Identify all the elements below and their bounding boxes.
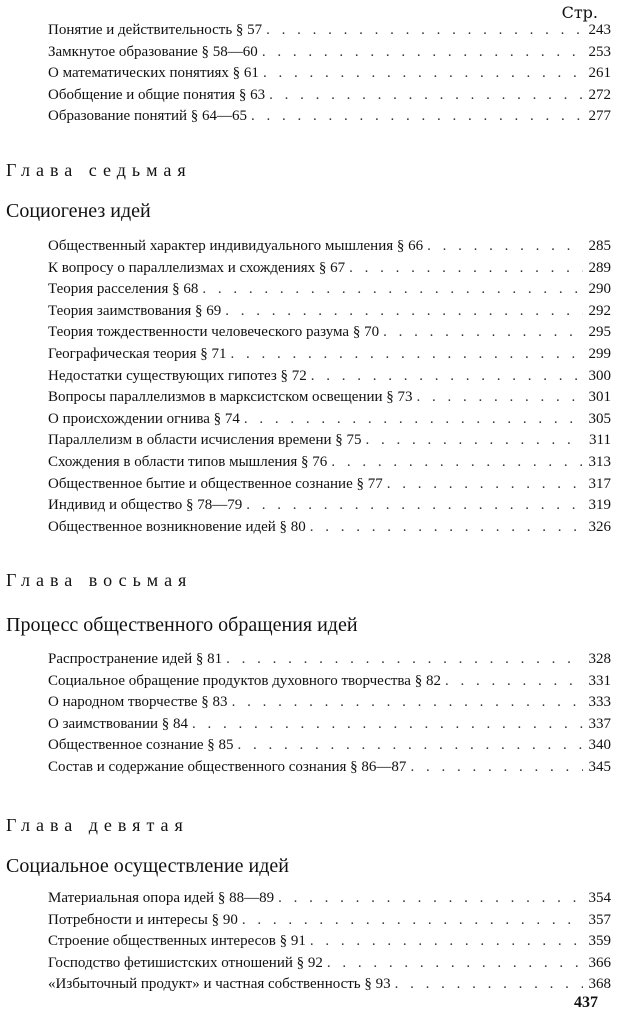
page-number: 437 xyxy=(574,994,598,1011)
entry-title: Замкнутое образование § 58—60 xyxy=(48,43,258,60)
entry-page: 299 xyxy=(588,345,611,362)
entry-title: Общественное сознание § 85 xyxy=(48,737,234,754)
toc-entry[interactable] xyxy=(48,44,611,66)
entry-page: 328 xyxy=(588,651,611,667)
entry-title: Географическая теория § 71 xyxy=(48,345,227,362)
toc-entry[interactable] xyxy=(48,497,611,519)
entry-page: 331 xyxy=(588,672,611,689)
toc-entry[interactable] xyxy=(48,65,611,87)
entry-page: 300 xyxy=(588,367,611,384)
toc-entry[interactable] xyxy=(48,716,611,738)
entry-page: 290 xyxy=(588,281,611,298)
chapter-entries xyxy=(48,890,611,998)
dot-leader xyxy=(383,324,583,341)
chapter-entries xyxy=(48,238,611,540)
entry-page: 368 xyxy=(588,976,611,993)
dot-leader xyxy=(232,694,583,711)
toc-entry[interactable] xyxy=(48,260,611,282)
toc-entry[interactable] xyxy=(48,87,611,109)
entry-page: 326 xyxy=(588,518,611,535)
dot-leader xyxy=(192,716,583,733)
toc-entry[interactable] xyxy=(48,694,611,716)
entry-title: О народном творчестве § 83 xyxy=(48,694,228,711)
toc-entry[interactable] xyxy=(48,454,611,476)
dot-leader xyxy=(327,955,583,972)
entry-page: 311 xyxy=(589,432,611,449)
dot-leader xyxy=(427,238,583,255)
entry-page: 277 xyxy=(588,108,611,125)
chapter-label: Глава седьмая xyxy=(6,160,192,180)
toc-entry[interactable] xyxy=(48,890,611,912)
dot-leader xyxy=(225,303,583,320)
entry-page: 319 xyxy=(588,497,611,514)
dot-leader xyxy=(262,44,583,61)
entry-page: 301 xyxy=(588,389,611,406)
toc-entry[interactable] xyxy=(48,368,611,390)
chapter-title: Социогенез идей xyxy=(6,200,151,222)
toc-entry[interactable] xyxy=(48,759,611,781)
toc-entry[interactable] xyxy=(48,651,611,673)
entry-page: 292 xyxy=(588,302,611,319)
toc-entry[interactable] xyxy=(48,411,611,433)
entry-title: О математических понятиях § 61 xyxy=(48,65,259,82)
toc-entry[interactable] xyxy=(48,22,611,44)
entry-title: Состав и содержание общественного сознания § 86—87 xyxy=(48,758,407,775)
dot-leader xyxy=(310,933,583,950)
entry-title: Понятие и действительность § 57 xyxy=(48,22,263,38)
entry-title: Теория заимствования § 69 xyxy=(48,302,222,319)
entry-page: 243 xyxy=(588,22,611,38)
entry-title: Социальное обращение продуктов духовного творчества § 82 xyxy=(48,672,441,689)
entry-page: 359 xyxy=(588,933,611,950)
entry-title: «Избыточный продукт» и частная собственность § 93 xyxy=(48,976,391,993)
entry-page: 313 xyxy=(588,453,611,470)
dot-leader xyxy=(251,108,583,125)
dot-leader xyxy=(242,912,583,929)
entry-title: Общественное бытие и общественное сознание § 77 xyxy=(48,475,383,492)
chapter-title: Социальное осуществление идей xyxy=(6,855,290,877)
toc-top-section xyxy=(48,22,611,130)
toc-entry[interactable] xyxy=(48,955,611,977)
dot-leader xyxy=(410,759,583,776)
toc-entry[interactable] xyxy=(48,303,611,325)
entry-title: Обобщение и общие понятия § 63 xyxy=(48,86,266,103)
entry-title: Индивид и общество § 78—79 xyxy=(48,497,243,514)
dot-leader xyxy=(266,22,583,39)
entry-page: 305 xyxy=(588,410,611,427)
page-column-label: Стр. xyxy=(561,3,598,22)
dot-leader xyxy=(366,432,583,449)
toc-entry[interactable] xyxy=(48,324,611,346)
dot-leader xyxy=(278,890,583,907)
dot-leader xyxy=(310,519,583,536)
entry-title: Потребности и интересы § 90 xyxy=(48,911,238,928)
dot-leader xyxy=(246,497,583,514)
toc-entry[interactable] xyxy=(48,346,611,368)
toc-entry[interactable] xyxy=(48,389,611,411)
toc-entry[interactable] xyxy=(48,976,611,998)
dot-leader xyxy=(226,651,583,668)
toc-entry[interactable] xyxy=(48,737,611,759)
entry-page: 295 xyxy=(588,324,611,341)
entry-title: Теория тождественности человеческого разума § 70 xyxy=(48,324,380,341)
dot-leader xyxy=(244,411,583,428)
entry-title: Схождения в области типов мышления § 76 xyxy=(48,453,328,470)
dot-leader xyxy=(445,673,583,690)
entry-title: О происхождении огнива § 74 xyxy=(48,410,240,427)
dot-leader xyxy=(202,281,583,298)
entry-title: К вопросу о параллелизмах и схождениях § 67 xyxy=(48,259,346,276)
toc-entry[interactable] xyxy=(48,281,611,303)
entry-title: Теория расселения § 68 xyxy=(48,281,199,298)
dot-leader xyxy=(395,976,583,993)
entry-page: 366 xyxy=(588,954,611,971)
toc-entry[interactable] xyxy=(48,912,611,934)
entry-title: Распространение идей § 81 xyxy=(48,651,223,667)
entry-title: Материальная опора идей § 88—89 xyxy=(48,890,275,906)
chapter-entries xyxy=(48,651,611,781)
entry-page: 272 xyxy=(588,86,611,103)
entry-page: 345 xyxy=(588,758,611,775)
entry-title: Общественное возникновение идей § 80 xyxy=(48,518,306,535)
entry-page: 317 xyxy=(588,475,611,492)
entry-page: 340 xyxy=(588,737,611,754)
entry-title: Параллелизм в области исчисления времени § 75 xyxy=(48,432,362,449)
dot-leader xyxy=(230,346,583,363)
dot-leader xyxy=(263,65,583,82)
dot-leader xyxy=(311,368,583,385)
chapter-title: Процесс общественного обращения идей xyxy=(6,614,358,636)
dot-leader xyxy=(331,454,583,471)
entry-page: 253 xyxy=(588,43,611,60)
entry-page: 285 xyxy=(588,238,611,254)
entry-title: Вопросы параллелизмов в марксистском освещении § 73 xyxy=(48,389,413,406)
entry-page: 289 xyxy=(588,259,611,276)
dot-leader xyxy=(238,737,583,754)
dot-leader xyxy=(387,476,583,493)
chapter-label: Глава восьмая xyxy=(6,570,193,590)
entry-title: О заимствовании § 84 xyxy=(48,715,189,732)
toc-entry[interactable] xyxy=(48,673,611,695)
dot-leader xyxy=(269,87,583,104)
toc-entry[interactable] xyxy=(48,238,611,260)
toc-entry[interactable] xyxy=(48,933,611,955)
entry-title: Общественный характер индивидуального мышления § 66 xyxy=(48,238,424,254)
dot-leader xyxy=(349,260,583,277)
entry-page: 354 xyxy=(588,890,611,906)
toc-entry[interactable] xyxy=(48,108,611,130)
entry-title: Образование понятий § 64—65 xyxy=(48,108,248,125)
chapter-label: Глава девятая xyxy=(6,815,189,835)
entry-page: 261 xyxy=(588,65,611,82)
dot-leader xyxy=(417,389,583,406)
toc-entry[interactable] xyxy=(48,432,611,454)
entry-page: 337 xyxy=(588,715,611,732)
entry-page: 357 xyxy=(588,911,611,928)
entry-title: Недостатки существующих гипотез § 72 xyxy=(48,367,307,384)
toc-entry[interactable] xyxy=(48,476,611,498)
entry-title: Строение общественных интересов § 91 xyxy=(48,933,306,950)
entry-title: Господство фетишистских отношений § 92 xyxy=(48,954,323,971)
entry-page: 333 xyxy=(588,694,611,711)
toc-entry[interactable] xyxy=(48,519,611,541)
